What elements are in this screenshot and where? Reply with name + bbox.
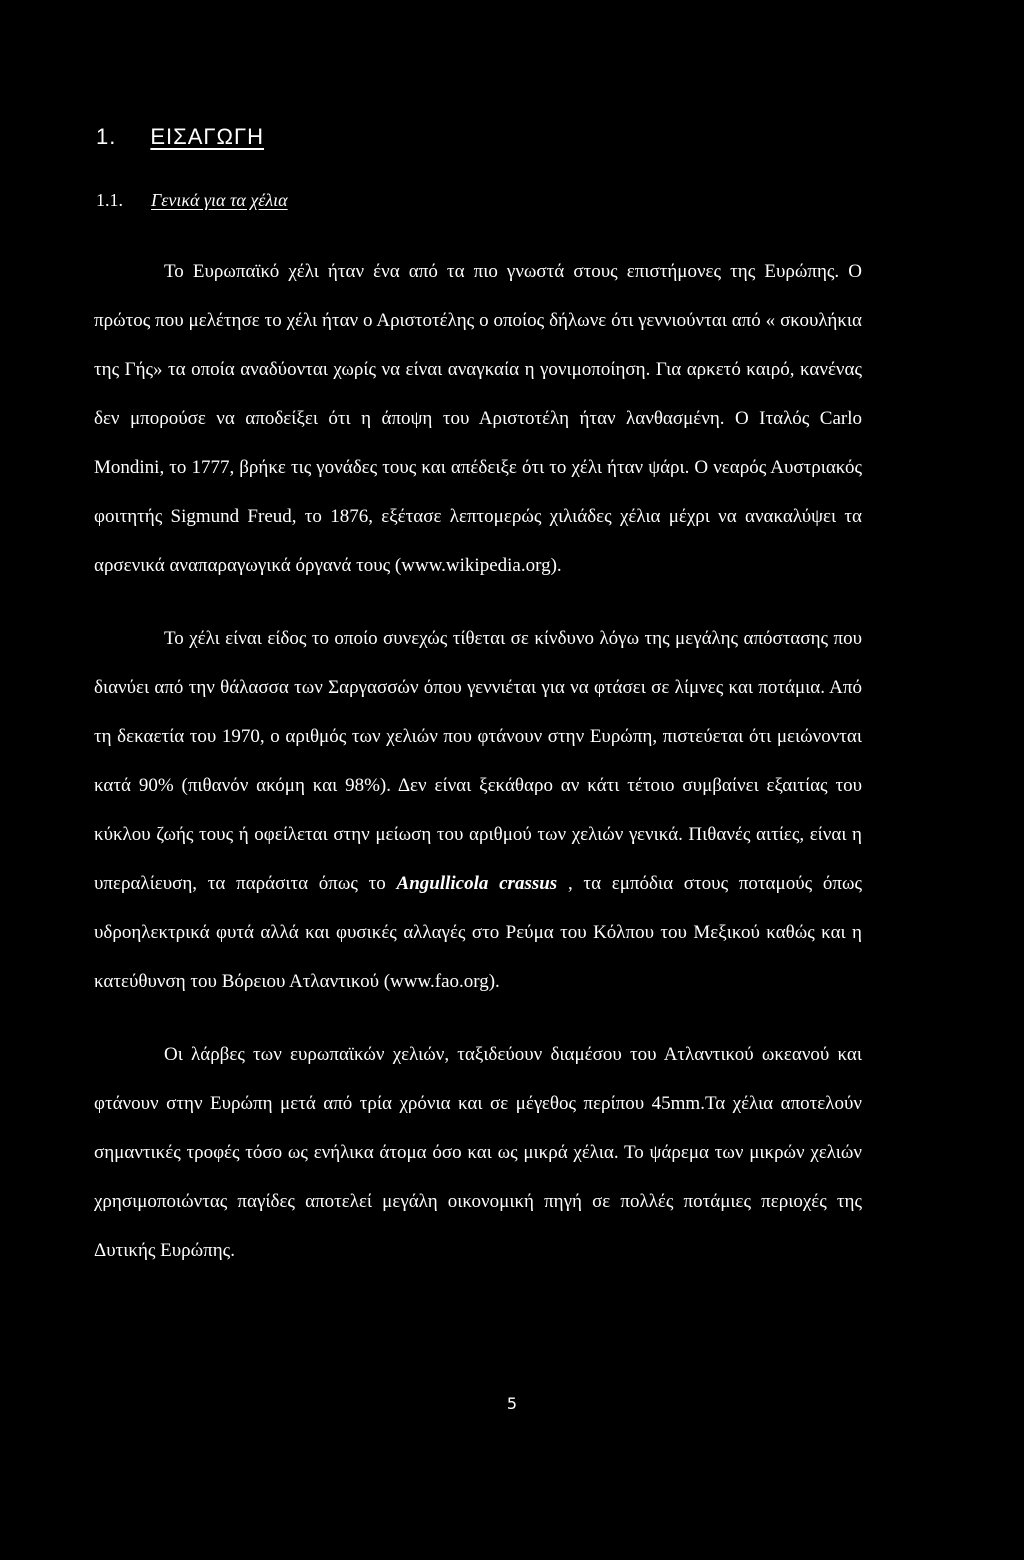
paragraph-larvae: Οι λάρβες των ευρωπαϊκών χελιών, ταξιδεύουν διαμέσου του Ατλαντικού ωκεανού και φτάνουν στην Ευρώπη μετά από τρία χρόνια και σε μέγεθος περίπου 45mm.Τα χέλια αποτελούν σημαντικές τροφές τόσο ως ενήλικα άτομα όσο και ως μικρά χέλια. Το ψάρεμα των μικρών χελιών χρησιμοποιώντας παγίδες αποτελεί μεγάλη οικονομική πηγή σε πολλές ποτάμιες περιοχές της Δυτικής Ευρώπης.: [94, 1044, 862, 1261]
body-text: [94, 247, 862, 1275]
paragraph-threats-text-end: , τα εμπόδια στους ποταμούς όπως υδροηλεκτρικά φυτά αλλά και φυσικές αλλαγές στο Ρεύμα του Κόλπου του Μεξικού καθώς και η κατεύθυνση του Βόρειου Ατλαντικού (www.fao.org).: [94, 873, 862, 992]
subsection-title: Γενικά για τα χέλια: [151, 190, 288, 210]
paragraph-history: Το Ευρωπαϊκό χέλι ήταν ένα από τα πιο γνωστά στους επιστήμονες της Ευρώπης. Ο πρώτος που μελέτησε το χέλι ήταν ο Αριστοτέλης ο οποίος δήλωνε ότι γεννιούνται από « σκουλήκια της Γής» τα οποία αναδύονται χωρίς να είναι αναγκαία η γονιμοποίηση. Για αρκετό καιρό, κανένας δεν μπορούσε να αποδείξει ότι η άποψη του Αριστοτέλη ήταν λανθασμένη. Ο Ιταλός Carlo Mondini, το 1777, βρήκε τις γονάδες τους και απέδειξε ότι το χέλι ήταν ψάρι. Ο νεαρός Αυστριακός φοιτητής Sigmund Freud, το 1876, εξέτασε λεπτομερώς χιλιάδες χέλια μέχρι να ανακαλύψει τα αρσενικά αναπαραγωγικά όργανά τους (www.wikipedia.org).: [94, 261, 862, 576]
species-name: Angullicola crassus: [396, 873, 558, 894]
section-number: 1.: [96, 124, 117, 149]
paragraph-threats-text-start: Το χέλι είναι είδος το οποίο συνεχώς τίθεται σε κίνδυνο λόγω της μεγάλης απόστασης που διανύει από την θάλασσα των Σαργασσών όπου γεννιέται για να φτάσει σε λίμνες και ποτάμια. Από τη δεκαετία του 1970, ο αριθμός των χελιών που φτάνουν στην Ευρώπη, πιστεύεται ότι μειώνονται κατά 90% (πιθανόν ακόμη και 98%). Δεν είναι ξεκάθαρο αν κάτι τέτοιο συμβαίνει εξαιτίας του κύκλου ζωής τους ή οφείλεται στην μείωση του αριθμού των χελιών γενικά. Πιθανές αιτίες, είναι η υπεραλίευση, τα παράσιτα όπως το: [94, 628, 862, 894]
section-heading: [96, 124, 264, 150]
subsection-heading: [96, 190, 288, 211]
page-number: 5: [506, 1394, 518, 1413]
paragraph-threats: [94, 614, 862, 1006]
section-title: ΕΙΣΑΓΩΓΗ: [150, 124, 264, 149]
subsection-number: 1.1.: [96, 190, 123, 210]
